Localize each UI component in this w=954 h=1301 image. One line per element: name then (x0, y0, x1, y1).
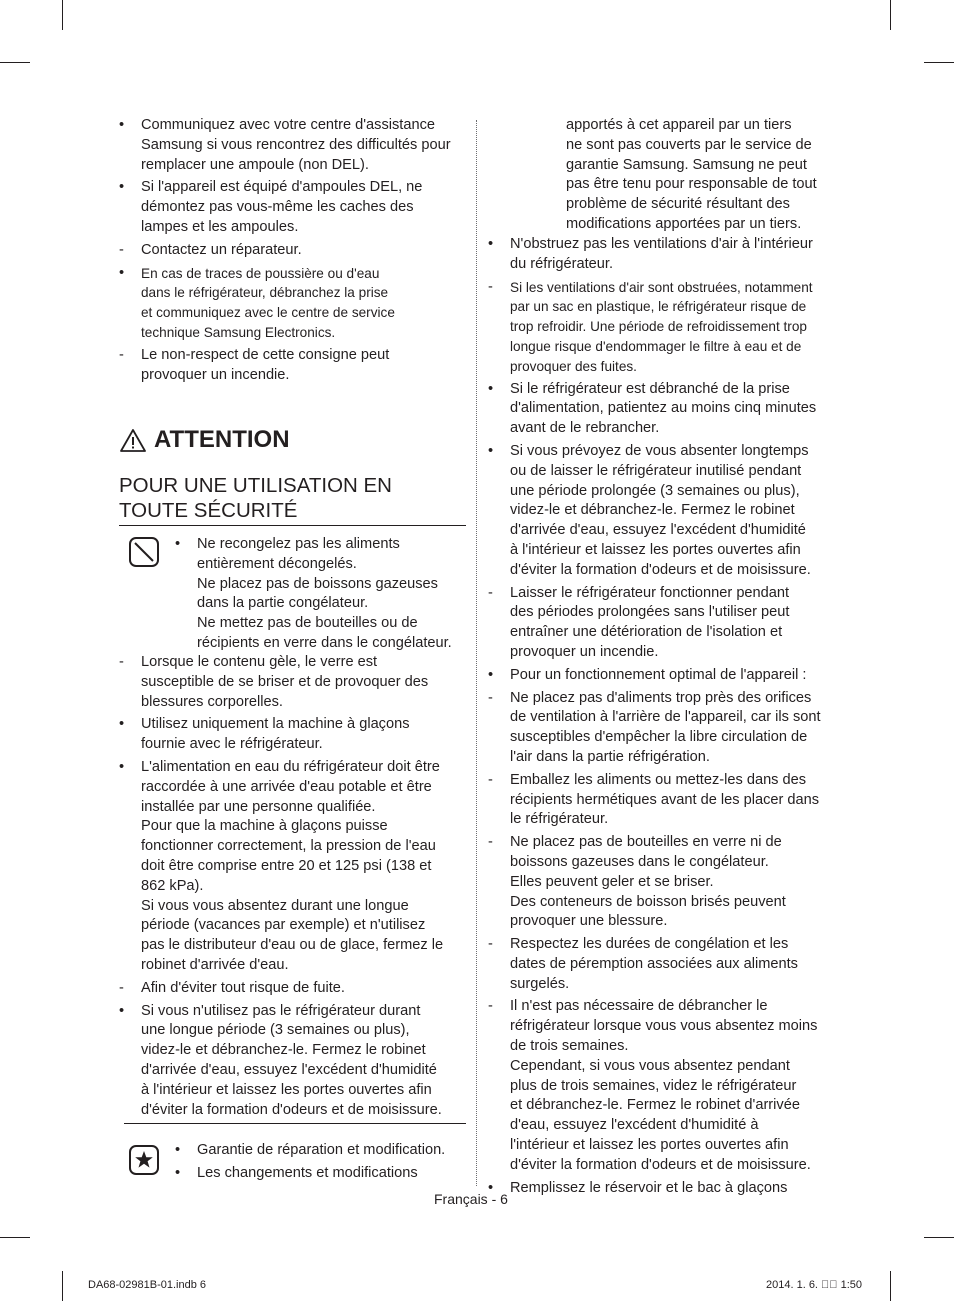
text-line: récipients en verre dans le congélateur. (197, 634, 452, 651)
text-line: raccordée à une arrivée d'eau potable et être (141, 778, 432, 795)
text-line: dans la partie congélateur. (197, 595, 369, 612)
text-line: du réfrigérateur. (510, 255, 614, 272)
section-title-line: POUR UNE UTILISATION EN (119, 474, 392, 497)
text-line: ne sont pas couverts par le service de (566, 136, 812, 153)
bullet: • (488, 236, 494, 252)
text-line: Les changements et modifications (197, 1164, 418, 1181)
bullet: • (119, 117, 125, 133)
text-line: N'obstruez pas les ventilations d'air à l'intérieur (510, 236, 813, 252)
dash: - (488, 689, 493, 706)
dash: - (119, 241, 124, 258)
crop-mark (924, 62, 954, 63)
text-line: En cas de traces de poussière ou d'eau (141, 265, 380, 281)
print-footer-right: 2014. 1. 6. ￿￿ 1:50 (766, 1279, 863, 1291)
section-title (119, 473, 392, 523)
prohibition-box-list (175, 535, 452, 657)
list-item (488, 666, 821, 686)
list-item (488, 278, 821, 377)
list-item (175, 1164, 445, 1184)
bullet: • (119, 179, 125, 196)
text-line: Lorsque le contenu gèle, le verre est (141, 654, 378, 670)
text-line: d'arrivée d'eau, essuyez l'excédent d'humidité (510, 522, 806, 539)
text-line: longue risque d'endommager le filtre à eau et de (510, 338, 802, 354)
text-line: d'arrivée d'eau, essuyez l'excédent d'humidité (141, 1061, 437, 1078)
text-line: Laisser le réfrigérateur fonctionner pendant (510, 584, 790, 601)
text-line: Utilisez uniquement la machine à glaçons (141, 716, 410, 733)
list-item (119, 241, 451, 261)
section-title-rule (119, 525, 466, 526)
list-item (488, 584, 821, 663)
text-line: de ventilation à l'arrière de l'appareil, car ils sont (510, 709, 821, 726)
text-line: le réfrigérateur. (510, 811, 609, 828)
crop-mark (890, 0, 891, 30)
text-line: Respectez les durées de congélation et les (510, 936, 789, 953)
dash: - (488, 771, 493, 788)
dash: - (119, 979, 124, 996)
text-line: Contactez un réparateur. (141, 241, 302, 258)
list-item (488, 935, 821, 994)
text-line: Pour que la machine à glaçons puisse (141, 818, 388, 835)
crop-mark (890, 1271, 891, 1301)
text-line: entraîner une détérioration de l'isolation et (510, 624, 783, 641)
text-line: d'éviter la formation d'odeurs et de moisissure. (510, 1156, 811, 1173)
text-line: videz-le et débranchez-le. Fermez le robinet (141, 1042, 426, 1059)
text-line: une longue période (3 semaines ou plus), (141, 1022, 410, 1039)
list-item (175, 535, 452, 654)
bullet: • (119, 758, 125, 775)
dash: - (119, 346, 124, 363)
text-line: blessures corporelles. (141, 693, 283, 710)
text-line: surgelés. (510, 975, 570, 992)
text-line: remplacer une ampoule (non DEL). (141, 156, 369, 173)
text-line: fournie avec le réfrigérateur. (141, 736, 323, 753)
text-line: Si les ventilations d'air sont obstruées, notamment (510, 279, 813, 295)
left-column-mid-list (119, 653, 443, 1123)
text-line: récipients hermétiques avant de les placer dans (510, 791, 820, 808)
text-line: Ne mettez pas de bouteilles ou de (197, 615, 418, 632)
text-line: à l'intérieur et laissez les portes ouvertes afin (141, 1081, 432, 1098)
text-line: de trois semaines. (510, 1038, 629, 1055)
text-line: Pour un fonctionnement optimal de l'appareil : (510, 666, 807, 683)
text-line: fonctionner correctement, la pression de l'eau (141, 838, 436, 855)
text-line: Il n'est pas nécessaire de débrancher le (510, 998, 768, 1015)
text-line: Garantie de réparation et modification. (197, 1142, 446, 1158)
dash: - (488, 998, 493, 1015)
list-item (175, 1141, 445, 1161)
dash: - (488, 584, 493, 601)
text-line: videz-le et débranchez-le. Fermez le robinet (510, 502, 795, 519)
text-line: trop refroidir. Une période de refroidissement trop (510, 319, 807, 335)
crop-mark (0, 1237, 30, 1238)
text-line: une période prolongée (3 semaines ou plus), (510, 482, 800, 499)
text-line: apportés à cet appareil par un tiers (566, 117, 792, 133)
text-line: Afin d'éviter tout risque de fuite. (141, 979, 345, 996)
text-line: Si le réfrigérateur est débranché de la prise (510, 380, 790, 397)
bullet: • (175, 1164, 181, 1181)
list-item (119, 715, 443, 755)
text-line: à l'intérieur et laissez les portes ouvertes afin (510, 541, 801, 558)
text-line: provoquer un incendie. (510, 643, 659, 660)
dash: - (488, 834, 493, 851)
text-line: démontez pas vous-même les caches des (141, 199, 414, 216)
text-line: par un sac en plastique, le réfrigérateur risque de (510, 299, 807, 315)
text-line: provoquer des fuites. (510, 358, 637, 374)
text-line: et communiquez avec le centre de service (141, 305, 395, 321)
star-icon (129, 1145, 159, 1175)
text-line: Communiquez avec votre centre d'assistance (141, 117, 435, 133)
text-line: Cependant, si vous vous absentez pendant (510, 1057, 790, 1074)
section-title-line: TOUTE SÉCURITÉ (119, 499, 298, 522)
text-line: susceptible de se briser et de provoquer des (141, 673, 429, 690)
text-line: robinet d'arrivée d'eau. (141, 956, 289, 973)
text-line: d'éviter la formation d'odeurs et de moisissure. (510, 561, 811, 578)
text-line: entièrement décongelés. (197, 555, 357, 572)
dash: - (488, 936, 493, 953)
list-item (488, 833, 821, 932)
text-line: technique Samsung Electronics. (141, 324, 336, 340)
bullet: • (488, 442, 494, 459)
column-divider (476, 120, 477, 1186)
text-line: et débranchez-le. Fermez le robinet d'arrivée (510, 1097, 800, 1114)
text-line: Remplissez le réservoir et le bac à glaçons (510, 1179, 788, 1196)
bullet: • (119, 716, 125, 733)
text-line: Samsung si vous rencontrez des difficultés pour (141, 136, 451, 153)
text-line: lampes et les ampoules. (141, 218, 299, 235)
text-line: Ne placez pas de bouteilles en verre ni de (510, 834, 782, 851)
bullet: • (175, 536, 181, 552)
text-line: Le non-respect de cette consigne peut (141, 346, 390, 363)
text-line: Elles peuvent geler et se briser. (510, 873, 714, 890)
text-line: susceptibles d'empêcher la libre circulation de (510, 729, 808, 746)
text-line: Ne placez pas d'aliments trop près des orifices (510, 689, 812, 706)
list-item (488, 442, 821, 581)
text-line: Si l'appareil est équipé d'ampoules DEL, ne (141, 179, 423, 196)
list-item (119, 116, 451, 175)
list-item (488, 1179, 821, 1199)
list-item (488, 689, 821, 768)
list-item (119, 979, 443, 999)
list-item (119, 346, 451, 386)
prohibition-icon (129, 537, 159, 567)
left-column-top-list (119, 116, 451, 388)
text-line: plus de trois semaines, videz le réfrigérateur (510, 1077, 797, 1094)
list-item (488, 997, 821, 1175)
text-line: avant de le rebrancher. (510, 420, 660, 437)
crop-mark (62, 0, 63, 30)
bullet: • (488, 666, 494, 683)
text-line: période (vacances par exemple) et n'utilisez (141, 917, 426, 934)
text-line: Si vous prévoyez de vous absenter longtemps (510, 442, 809, 459)
list-item (488, 235, 821, 275)
crop-mark (924, 1237, 954, 1238)
star-box-list (175, 1141, 445, 1187)
text-line: d'eau, essuyez l'excédent d'humidité à (510, 1117, 759, 1134)
list-item (488, 380, 821, 439)
bullet: • (175, 1142, 181, 1158)
page-number: Français - 6 (434, 1191, 508, 1207)
right-column-list (488, 235, 821, 1201)
list-item (119, 653, 443, 712)
text-line: pas être tenu pour responsable de tout (566, 176, 817, 193)
text-line: L'alimentation en eau du réfrigérateur doit être (141, 758, 440, 775)
dash: - (119, 654, 124, 670)
text-line: doit être comprise entre 20 et 125 psi (138 et (141, 857, 432, 874)
crop-mark (62, 1271, 63, 1301)
text-line: Des conteneurs de boisson brisés peuvent (510, 893, 786, 910)
text-line: d'éviter la formation d'odeurs et de moisissure. (141, 1101, 442, 1118)
list-item (488, 771, 821, 830)
bullet: • (119, 264, 125, 281)
text-line: 862 kPa). (141, 877, 204, 894)
text-line: installée par une personne qualifiée. (141, 798, 376, 815)
dash: - (488, 278, 493, 295)
text-line: modifications apportées par un tiers. (566, 215, 802, 232)
text-line: d'alimentation, patientez au moins cinq minutes (510, 400, 817, 417)
list-item (119, 1002, 443, 1121)
text-line: boissons gazeuses dans le congélateur. (510, 853, 769, 870)
text-line: pas le distributeur d'eau ou de glace, fermez le (141, 937, 444, 954)
bullet: • (488, 1179, 494, 1196)
print-footer-left: DA68-02981B-01.indb 6 (88, 1279, 207, 1291)
list-item (119, 758, 443, 976)
text-line: l'intérieur et laissez les portes ouvertes afin (510, 1137, 789, 1154)
bullet: • (488, 380, 494, 397)
list-item (119, 264, 451, 343)
bullet: • (119, 1002, 125, 1019)
text-line: Si vous n'utilisez pas le réfrigérateur durant (141, 1002, 421, 1019)
list-item (119, 178, 451, 237)
text-line: ou de laisser le réfrigérateur inutilisé pendant (510, 462, 802, 479)
text-line: garantie Samsung. Samsung ne peut (566, 156, 807, 173)
text-line: des périodes prolongées sans l'utiliser peut (510, 604, 790, 621)
text-line: problème de sécurité résultant des (566, 196, 790, 213)
text-line: l'air dans la partie réfrigération. (510, 748, 710, 765)
text-line: Si vous vous absentez durant une longue (141, 897, 409, 914)
text-line: Ne placez pas de boissons gazeuses (197, 575, 438, 592)
text-line: provoquer une blessure. (510, 913, 668, 930)
text-line: dates de péremption associées aux aliments (510, 955, 798, 972)
crop-mark (0, 62, 30, 63)
text-line: Emballez les aliments ou mettez-les dans des (510, 771, 807, 788)
attention-title: ATTENTION (154, 426, 290, 453)
text-line: provoquer un incendie. (141, 366, 290, 383)
text-line: Ne recongelez pas les aliments (197, 536, 400, 552)
text-line: réfrigérateur lorsque vous vous absentez moins (510, 1018, 818, 1035)
warning-triangle-icon (119, 428, 147, 453)
right-column-continuation (566, 116, 817, 235)
box-rule (124, 1123, 466, 1124)
text-line: dans le réfrigérateur, débranchez la prise (141, 285, 389, 301)
